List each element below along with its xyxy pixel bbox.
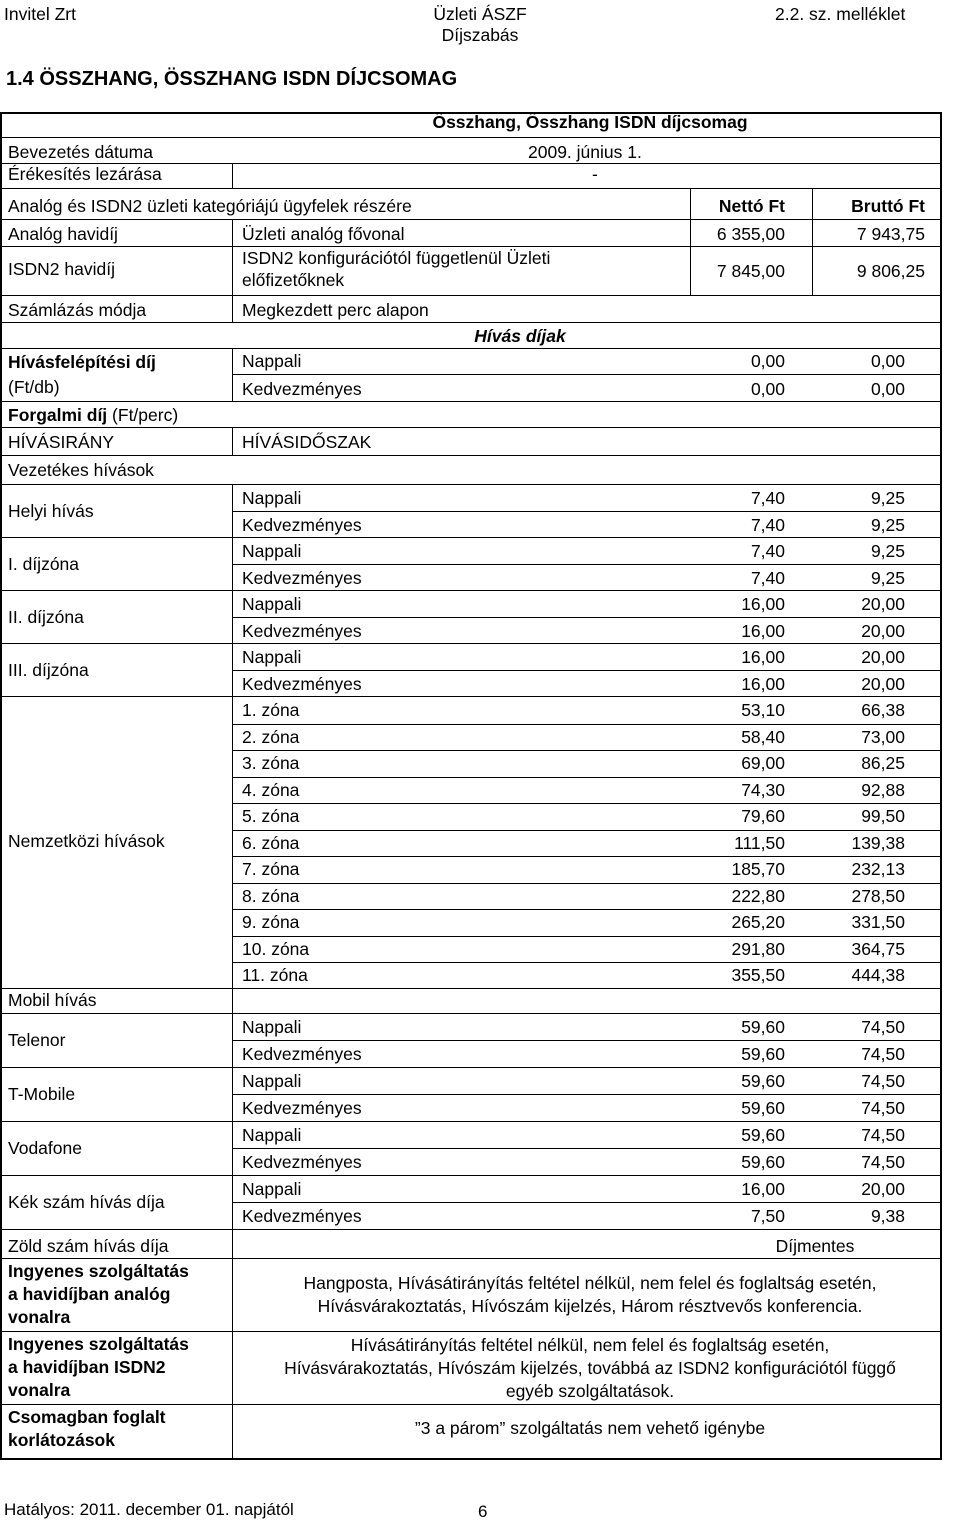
gross-price: 20,00 xyxy=(861,647,905,667)
net-price: 16,00 xyxy=(741,647,785,667)
period-label: 10. zóna xyxy=(242,938,310,959)
divider xyxy=(232,830,942,831)
divider xyxy=(232,163,233,188)
divider xyxy=(232,962,942,963)
document-subtitle: Díjszabás xyxy=(441,25,519,45)
table-title: Összhang, Összhang ISDN díjcsomag xyxy=(432,112,748,132)
divider xyxy=(232,427,233,455)
intl-calls-label: Nemzetközi hívások xyxy=(8,831,165,851)
divider xyxy=(232,909,942,910)
net-price: 59,60 xyxy=(741,1098,785,1118)
traffic-fee-label-unit: (Ft/perc) xyxy=(107,405,179,425)
gross-price: 66,38 xyxy=(861,700,905,720)
gross-price: 74,50 xyxy=(861,1044,905,1064)
period-label: Nappali xyxy=(242,541,302,561)
period-label: 6. zóna xyxy=(242,832,300,853)
divider xyxy=(0,1258,942,1259)
period-label: Nappali xyxy=(242,1071,302,1091)
gross-price: 9,25 xyxy=(870,514,905,535)
divider xyxy=(0,219,942,220)
period-label: 5. zóna xyxy=(242,806,300,826)
net-price: 59,60 xyxy=(741,1071,785,1091)
free-analog-text-line2: Hívásvárakoztatás, Hívószám kijelzés, Három résztvevős konferencia. xyxy=(317,1296,863,1316)
billing-label: Számlázás módja xyxy=(8,300,147,320)
period-header: HÍVÁSIDŐSZAK xyxy=(242,432,372,452)
free-analog-label-line2: a havidíjban analóg xyxy=(8,1284,171,1304)
gross-price: 92,88 xyxy=(861,779,905,800)
divider xyxy=(232,1094,942,1095)
net-price: 7,40 xyxy=(750,567,785,588)
mobile-calls-label: Mobil hívás xyxy=(8,990,97,1010)
divider xyxy=(0,246,942,247)
package-text: ”3 a párom” szolgáltatás nem vehető igénybe xyxy=(414,1418,766,1438)
free-analog-label-line3: vonalra xyxy=(8,1307,71,1327)
divider xyxy=(232,670,942,671)
divider xyxy=(232,777,942,778)
divider xyxy=(690,188,691,295)
net-price: 74,30 xyxy=(741,779,785,800)
gross-price: 20,00 xyxy=(861,673,905,694)
period-label: 11. zóna xyxy=(242,965,308,985)
divider xyxy=(232,484,233,1460)
net-price: 111,50 xyxy=(734,832,785,853)
net-price: 16,00 xyxy=(741,620,785,641)
gross-price: 331,50 xyxy=(851,912,905,932)
fixed-calls-label: Vezetékes hívások xyxy=(8,460,154,480)
period-label: Nappali xyxy=(242,351,302,371)
period-label: 2. zóna xyxy=(242,726,300,747)
traffic-fee-label-bold: Forgalmi díj xyxy=(8,405,108,425)
divider xyxy=(232,511,942,512)
net-price: 58,40 xyxy=(741,726,785,747)
divider xyxy=(232,1040,942,1041)
document-name: Üzleti ÁSZF xyxy=(433,4,527,24)
period-label: Kedvezményes xyxy=(242,1044,362,1064)
gross-price: 364,75 xyxy=(851,938,905,959)
gross-price: 139,38 xyxy=(851,832,905,853)
gross-price: 232,13 xyxy=(851,859,905,879)
divider xyxy=(232,750,942,751)
gross-price: 20,00 xyxy=(861,620,905,641)
gross-price: 74,50 xyxy=(861,1125,905,1145)
page-number: 6 xyxy=(478,1502,488,1521)
gross-price: 20,00 xyxy=(861,1179,905,1199)
gross-price: 74,50 xyxy=(861,1017,905,1037)
period-label: 3. zóna xyxy=(242,753,300,773)
isdn-fee-label: ISDN2 havidíj xyxy=(8,259,115,279)
package-label: Csomagban foglalt xyxy=(8,1407,166,1427)
net-price: 79,60 xyxy=(741,806,785,826)
intro-date-label: Bevezetés dátuma xyxy=(8,142,153,162)
direction-label: Kék szám hívás díja xyxy=(8,1192,165,1212)
isdn-fee-desc: ISDN2 konfigurációtól függetlenül Üzleti xyxy=(242,248,551,268)
period-label: 9. zóna xyxy=(242,912,300,932)
net-price: 16,00 xyxy=(741,673,785,694)
divider xyxy=(232,564,942,565)
gross-price: 20,00 xyxy=(861,594,905,614)
gross-price: 74,50 xyxy=(861,1071,905,1091)
period-label: 4. zóna xyxy=(242,779,300,800)
net-price: 222,80 xyxy=(731,885,785,906)
net-price: 291,80 xyxy=(731,938,785,959)
period-label: 8. zóna xyxy=(242,885,300,906)
gross-price: 0,00 xyxy=(870,351,905,371)
divider xyxy=(0,484,942,485)
analog-fee-net: 6 355,00 xyxy=(716,224,785,244)
period-label: Kedvezményes xyxy=(242,567,362,588)
divider xyxy=(0,348,942,349)
free-isdn-label-line2: a havidíjban ISDN2 xyxy=(8,1357,166,1377)
segment-label: Analóg és ISDN2 üzleti kategóriájú ügyfelek részére xyxy=(8,196,412,216)
divider xyxy=(0,322,942,323)
period-label: Kedvezményes xyxy=(242,673,362,694)
net-price: 7,50 xyxy=(750,1206,785,1226)
net-price: 16,00 xyxy=(741,594,785,614)
divider xyxy=(0,137,942,138)
traffic-fee-label xyxy=(8,405,178,425)
net-price: 0,00 xyxy=(750,351,785,371)
free-isdn-text-line3: egyéb szolgáltatások. xyxy=(505,1381,675,1401)
analog-fee-desc: Üzleti analóg fővonal xyxy=(242,224,405,244)
net-price: 59,60 xyxy=(741,1125,785,1145)
free-isdn-label-line3: vonalra xyxy=(8,1380,71,1400)
period-label: Kedvezményes xyxy=(242,1152,362,1172)
period-label: Nappali xyxy=(242,1017,302,1037)
free-isdn-label: Ingyenes szolgáltatás xyxy=(8,1334,189,1354)
net-price: 69,00 xyxy=(741,753,785,773)
period-label: Nappali xyxy=(242,488,302,508)
divider xyxy=(0,1175,942,1176)
section-title: 1.4 ÖSSZHANG, ÖSSZHANG ISDN DÍJCSOMAG xyxy=(6,68,458,90)
gross-price: 9,25 xyxy=(870,488,905,508)
free-isdn-text: Hívásátirányítás feltétel nélkül, nem felel és foglaltság esetén, xyxy=(350,1335,830,1355)
net-price: 16,00 xyxy=(741,1179,785,1199)
annex-label: 2.2. sz. melléklet xyxy=(775,4,906,24)
divider xyxy=(232,1202,942,1203)
direction-label: II. díjzóna xyxy=(8,606,84,627)
gross-price: 0,00 xyxy=(870,379,905,399)
period-label: Kedvezményes xyxy=(242,1206,362,1226)
gross-price: 86,25 xyxy=(861,753,905,773)
period-label: 1. zóna xyxy=(242,700,300,720)
period-label: Nappali xyxy=(242,1179,302,1199)
divider xyxy=(0,590,942,591)
divider xyxy=(232,219,233,322)
net-price: 265,20 xyxy=(731,912,785,932)
package-label-line2: korlátozások xyxy=(8,1430,115,1450)
gross-price: 74,50 xyxy=(861,1098,905,1118)
free-analog-text: Hangposta, Hívásátirányítás feltétel nélkül, nem felel és foglaltság esetén, xyxy=(303,1273,877,1293)
period-label: 7. zóna xyxy=(242,859,300,879)
green-number-label: Zöld szám hívás díja xyxy=(8,1236,169,1256)
gross-price: 9,38 xyxy=(870,1206,905,1226)
divider xyxy=(232,936,942,937)
validity-note: Hatályos: 2011. december 01. napjától xyxy=(4,1500,294,1519)
gross-column-header: Bruttó Ft xyxy=(851,196,925,216)
divider xyxy=(0,1404,942,1405)
divider xyxy=(0,1067,942,1068)
divider xyxy=(232,856,942,857)
gross-price: 444,38 xyxy=(851,965,905,985)
divider xyxy=(232,724,942,725)
divider xyxy=(0,1331,942,1332)
net-price: 7,40 xyxy=(750,488,785,508)
period-label: Kedvezményes xyxy=(242,514,362,535)
setup-fee-label: Hívásfelépítési díj xyxy=(8,352,156,372)
intro-date-value: 2009. június 1. xyxy=(528,142,642,162)
gross-price: 99,50 xyxy=(861,806,905,826)
divider xyxy=(0,643,942,644)
divider xyxy=(232,617,942,618)
direction-label: III. díjzóna xyxy=(8,659,89,680)
divider xyxy=(812,188,813,295)
isdn-fee-net: 7 845,00 xyxy=(716,261,785,281)
divider xyxy=(0,427,942,428)
divider xyxy=(0,188,942,189)
divider xyxy=(232,803,942,804)
gross-price: 73,00 xyxy=(861,726,905,747)
divider xyxy=(232,374,942,375)
analog-fee-gross: 7 943,75 xyxy=(856,224,925,244)
free-analog-label: Ingyenes szolgáltatás xyxy=(8,1261,189,1281)
net-column-header: Nettó Ft xyxy=(718,196,785,216)
call-fees-title: Hívás díjak xyxy=(474,326,566,346)
net-price: 53,10 xyxy=(741,700,785,720)
isdn-fee-desc-line2: előfizetőknek xyxy=(242,270,345,290)
net-price: 59,60 xyxy=(741,1152,785,1172)
divider xyxy=(0,455,942,456)
direction-header: HÍVÁSIRÁNY xyxy=(8,432,114,452)
green-number-value: Díjmentes xyxy=(775,1236,855,1256)
period-label: Kedvezményes xyxy=(242,620,362,641)
period-label: Kedvezményes xyxy=(242,379,362,399)
analog-fee-label: Analóg havidíj xyxy=(8,224,118,244)
gross-price: 278,50 xyxy=(851,885,905,906)
period-label: Kedvezményes xyxy=(242,1098,362,1118)
gross-price: 9,25 xyxy=(870,541,905,561)
divider xyxy=(0,1229,942,1230)
net-price: 7,40 xyxy=(750,541,785,561)
direction-label: I. díjzóna xyxy=(8,553,80,574)
period-label: Nappali xyxy=(242,1125,302,1145)
net-price: 355,50 xyxy=(731,965,785,985)
direction-label: Telenor xyxy=(8,1030,66,1050)
net-price: 0,00 xyxy=(750,379,785,399)
company-name: Invitel Zrt xyxy=(4,4,76,24)
direction-label: T-Mobile xyxy=(8,1084,76,1104)
isdn-fee-gross: 9 806,25 xyxy=(856,261,925,281)
divider xyxy=(0,1121,942,1122)
sale-end-label: Érékesítés lezárása xyxy=(8,164,162,184)
net-price: 59,60 xyxy=(741,1017,785,1037)
divider xyxy=(0,1013,942,1014)
divider xyxy=(232,883,942,884)
divider xyxy=(0,988,942,989)
direction-label: Helyi hívás xyxy=(8,500,94,521)
divider xyxy=(232,1148,942,1149)
gross-price: 9,25 xyxy=(870,567,905,588)
sale-end-value: - xyxy=(592,164,598,184)
direction-label: Vodafone xyxy=(8,1138,82,1158)
divider xyxy=(0,163,942,164)
free-isdn-text-line2: Hívásvárakoztatás, Hívószám kijelzés, továbbá az ISDN2 konfigurációtól függő xyxy=(284,1358,896,1378)
net-price: 59,60 xyxy=(741,1044,785,1064)
period-label: Nappali xyxy=(242,647,302,667)
divider xyxy=(0,696,942,697)
gross-price: 74,50 xyxy=(861,1152,905,1172)
period-label: Nappali xyxy=(242,594,302,614)
divider xyxy=(0,295,942,296)
net-price: 7,40 xyxy=(750,514,785,535)
net-price: 185,70 xyxy=(731,859,785,879)
divider xyxy=(0,537,942,538)
setup-fee-unit: (Ft/db) xyxy=(8,377,60,397)
divider xyxy=(0,401,942,402)
billing-value: Megkezdett perc alapon xyxy=(242,300,429,320)
